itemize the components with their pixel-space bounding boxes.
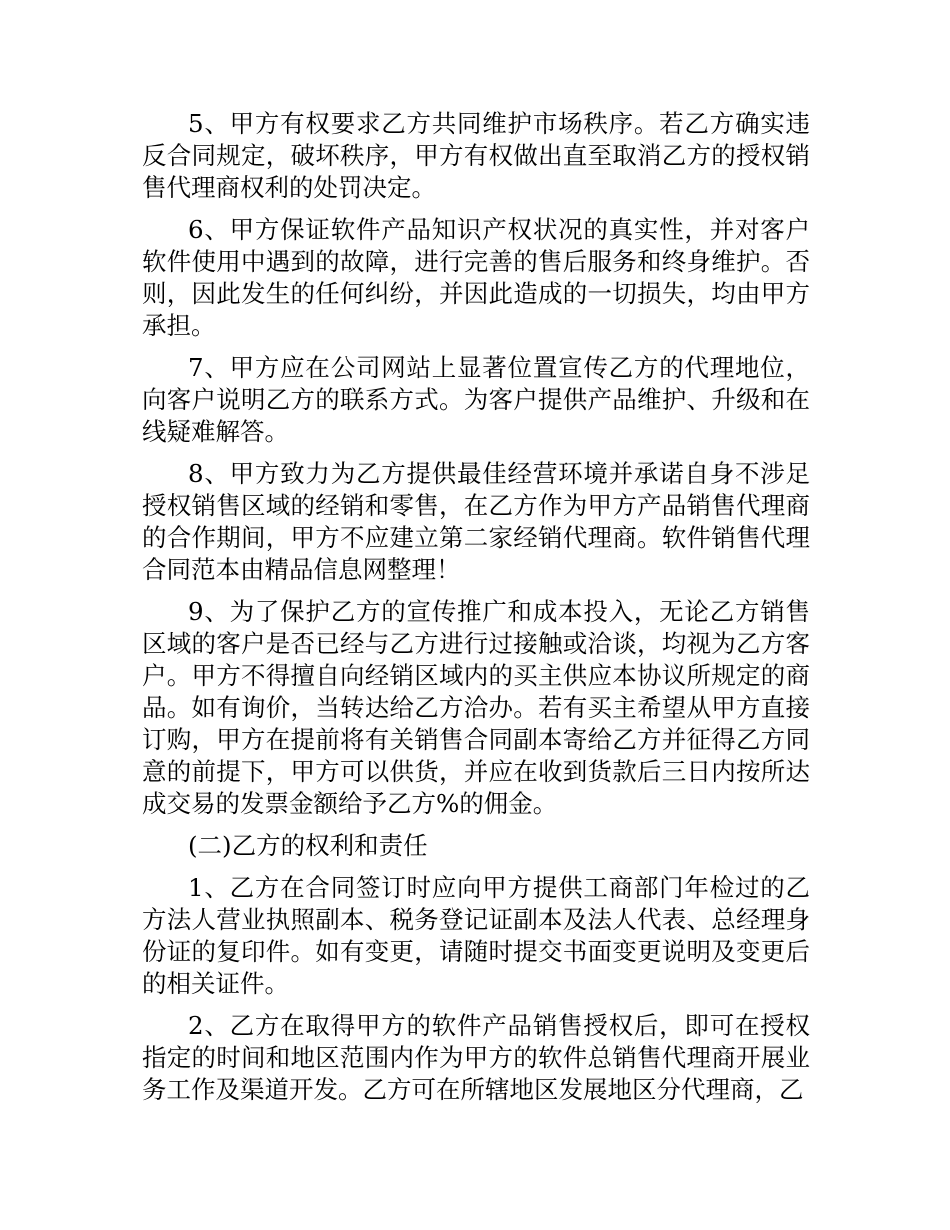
clause-paragraph-b1: 1、乙方在合同签订时应向甲方提供工商部门年检过的乙方法人营业执照副本、税务登记证副本及法人代表、总经理身份证的复印件。如有变更，请随时提交书面变更说明及变更后的相关证件。 xyxy=(142,873,810,998)
clause-paragraph-b2: 2、乙方在取得甲方的软件产品销售授权后，即可在授权指定的时间和地区范围内作为甲方的软件总销售代理商开展业务工作及渠道开发。乙方可在所辖地区发展地区分代理商，乙 xyxy=(142,1011,810,1104)
clause-paragraph-5: 5、甲方有权要求乙方共同维护市场秩序。若乙方确实违反合同规定，破坏秩序，甲方有权做出直至取消乙方的授权销售代理商权利的处罚决定。 xyxy=(142,109,810,202)
clause-paragraph-8: 8、甲方致力为乙方提供最佳经营环境并承诺自身不涉足授权销售区域的经销和零售，在乙方作为甲方产品销售代理商的合作期间，甲方不应建立第二家经销代理商。软件销售代理合同范本由精品信息网整理！ xyxy=(142,459,810,584)
document-body xyxy=(142,108,810,1116)
clause-paragraph-9: 9、为了保护乙方的宣传推广和成本投入，无论乙方销售区域的客户是否已经与乙方进行过接触或洽谈，均视为乙方客户。甲方不得擅自向经销区域内的买主供应本协议所规定的商品。如有询价，当转达给乙方洽办。若有买主希望从甲方直接订购，甲方在提前将有关销售合同副本寄给乙方并征得乙方同意的前提下，甲方可以供货，并应在收到货款后三日内按所达成交易的发票金额给予乙方%的佣金。 xyxy=(142,597,810,818)
clause-paragraph-7: 7、甲方应在公司网站上显著位置宣传乙方的代理地位，向客户说明乙方的联系方式。为客户提供产品维护、升级和在线疑难解答。 xyxy=(142,353,810,446)
clause-paragraph-6: 6、甲方保证软件产品知识产权状况的真实性，并对客户软件使用中遇到的故障，进行完善的售后服务和终身维护。否则，因此发生的任何纠纷，并因此造成的一切损失，均由甲方承担。 xyxy=(142,215,810,340)
section-heading: (二)乙方的权利和责任 xyxy=(188,831,428,860)
